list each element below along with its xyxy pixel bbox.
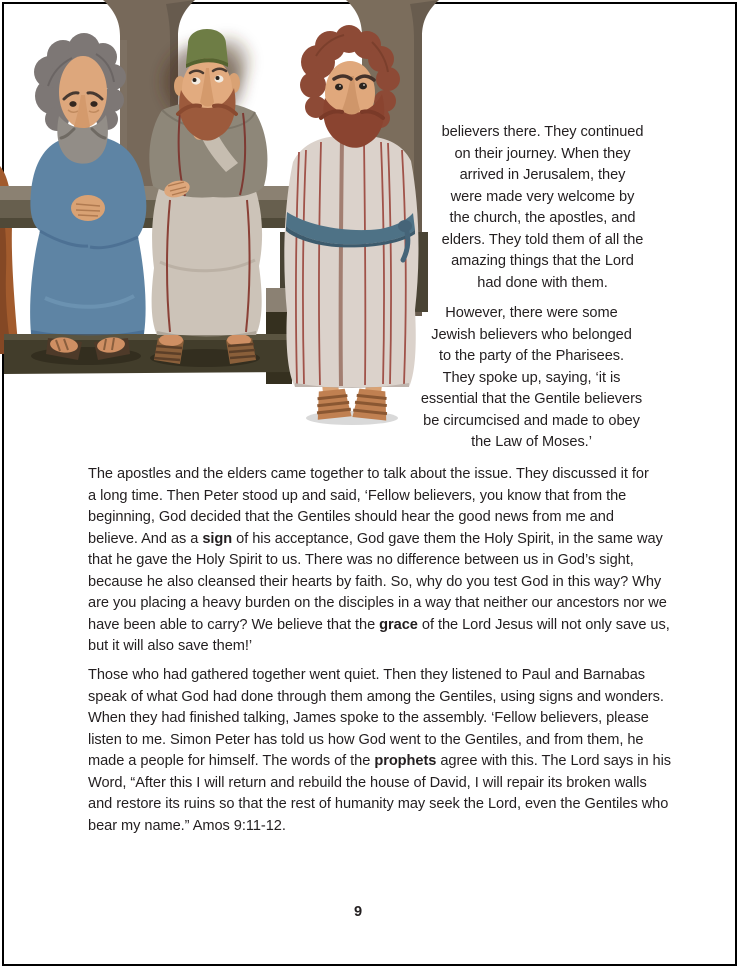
text-line: but it will also save them!’ [88,638,253,654]
text-line: listen to me. Simon Peter has told us how God went to the Gentiles, and from them, he [88,731,644,748]
text-line: However, there were some [445,305,618,321]
text-line: speak of what God had done through them among the Gentiles, using signs and wonders. [88,688,664,705]
text-line: were made very welcome by [450,188,635,205]
text-line: They spoke up, saying, ‘it is [442,369,621,386]
text-line: and restore its ruins so that the rest of humanity may seek the Lord, even the Gentiles who [88,796,669,812]
text-line: made a people for himself. The words of the prophets agree with this. The Lord says in his [88,753,672,769]
paragraph-james-speech [88,665,713,837]
text-line: The apostles and the elders came together to talk about the issue. They discussed it for [88,466,649,482]
text-line: bear my name.” Amos 9:11-12. [88,817,286,834]
text-line: are you placing a heavy burden on the disciples in a way that neither our ancestors nor we [88,595,667,611]
text-line: Word, “After this I will return and rebuild the house of David, I will repair its broken walls [88,774,647,791]
page-number: 9 [353,904,363,920]
text-line: the Law of Moses.’ [471,434,592,450]
illustration-three-men [0,0,440,436]
text-line: that he gave the Holy Spirit to us. There was no difference between us in God’s sight, [88,552,634,568]
text-line: on their journey. When they [454,145,631,162]
text-line: because he also cleansed their hearts by faith. So, why do you test God in this way? Why [88,573,662,590]
text-line: have been able to carry? We believe that the grace of the Lord Jesus will not only save us, [88,616,670,633]
text-line: amazing things that the Lord [451,253,634,269]
text-line: elders. They told them of all the [441,231,644,248]
text-line: a long time. Then Peter stood up and said, ‘Fellow believers, you know that from the [88,487,627,504]
paragraph-peter-speech [88,464,713,658]
text-line: be circumcised and made to obey [423,412,640,429]
text-line: essential that the Gentile believers [420,391,643,407]
text-line: beginning, God decided that the Gentiles should hear the good news from me and [88,509,614,525]
paragraph-pharisees-objection [390,303,673,454]
paragraph-arrival-in-jerusalem [400,122,685,294]
text-line: Jewish believers who belonged [431,326,632,343]
text-line: to the party of the Pharisees. [438,348,625,364]
text-line: believers there. They continued [441,124,644,140]
text-line: When they had finished talking, James spoke to the assembly. ‘Fellow believers, please [88,710,649,726]
text-line: arrived in Jerusalem, they [459,167,626,183]
text-line: believe. And as a sign of his acceptance, God gave them the Holy Spirit, in the same way [88,530,663,547]
text-line: the church, the apostles, and [449,210,636,226]
text-line: Those who had gathered together went quiet. Then they listened to Paul and Barnabas [88,667,646,683]
text-line: had done with them. [477,274,608,291]
